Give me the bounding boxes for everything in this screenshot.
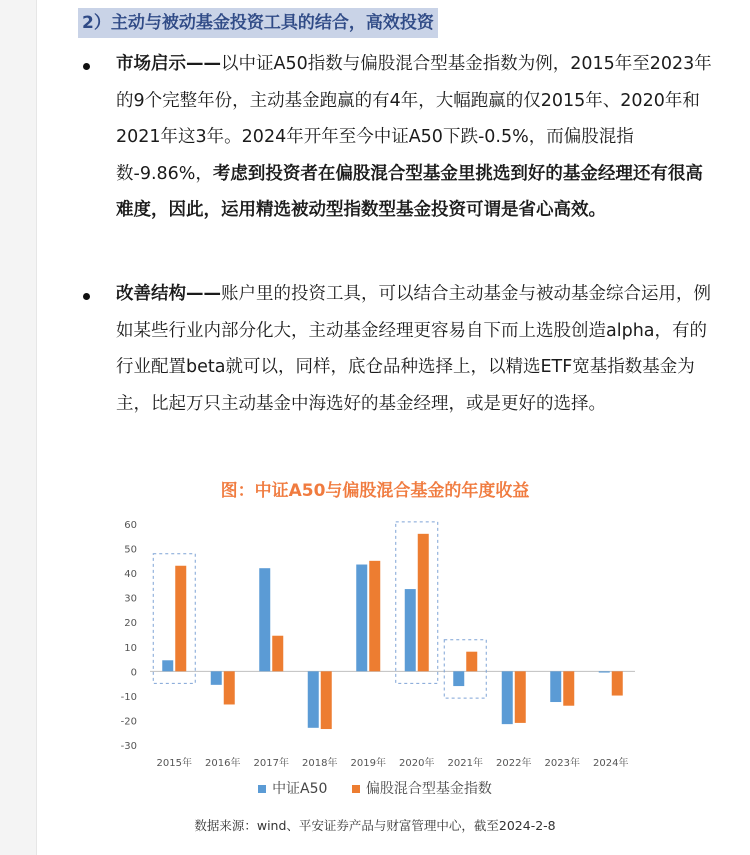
y-tick-label: -30 bbox=[120, 741, 137, 752]
x-tick-label: 2020年 bbox=[399, 758, 435, 769]
legend-swatch-fund bbox=[352, 785, 360, 793]
bar-a50 bbox=[453, 671, 464, 686]
highlight-box bbox=[396, 522, 438, 684]
bar-chart bbox=[0, 505, 750, 775]
bar-a50 bbox=[599, 671, 610, 672]
bar-a50 bbox=[550, 671, 561, 702]
x-tick-label: 2017年 bbox=[253, 758, 289, 769]
bar-a50 bbox=[211, 671, 222, 685]
bullet-bold-market: 考虑到投资者在偏股混合型基金里挑选到好的基金经理还有很高难度，因此，运用精选被动型指数型基金投资可谓是省心高效。 bbox=[116, 163, 703, 221]
bar-fund bbox=[224, 671, 235, 704]
legend-label-fund: 偏股混合型基金指数 bbox=[365, 781, 492, 797]
bar-fund bbox=[563, 671, 574, 705]
bullet-paragraph-structure bbox=[116, 276, 716, 422]
y-tick-label: -10 bbox=[120, 691, 137, 703]
y-tick-label: 0 bbox=[130, 667, 137, 679]
x-tick-label: 2022年 bbox=[496, 758, 532, 769]
bar-fund bbox=[612, 671, 623, 695]
x-tick-label: 2015年 bbox=[156, 758, 192, 769]
bar-fund bbox=[175, 566, 186, 672]
y-tick-label: 60 bbox=[124, 520, 137, 531]
bullet-title-market: 市场启示—— bbox=[116, 54, 221, 74]
y-tick-label: -20 bbox=[120, 716, 137, 728]
chart-title: 图：中证A50与偏股混合基金的年度收益 bbox=[220, 481, 530, 501]
highlight-box bbox=[153, 554, 195, 684]
bar-fund bbox=[515, 671, 526, 723]
legend-label-a50: 中证A50 bbox=[272, 781, 328, 797]
bar-a50 bbox=[502, 671, 513, 724]
x-tick-label: 2024年 bbox=[593, 758, 629, 769]
bar-fund bbox=[466, 652, 477, 672]
bar-fund bbox=[321, 671, 332, 729]
bullet-paragraph-market bbox=[116, 46, 716, 229]
bullet-dot-1 bbox=[83, 63, 90, 70]
chart-legend bbox=[0, 778, 750, 798]
highlight-box bbox=[444, 640, 486, 698]
section-heading: 2）主动与被动基金投资工具的结合，高效投资 bbox=[78, 8, 438, 38]
bar-fund bbox=[369, 561, 380, 672]
bar-a50 bbox=[405, 589, 416, 671]
bar-a50 bbox=[162, 660, 173, 671]
legend-swatch-a50 bbox=[258, 785, 266, 793]
x-tick-label: 2023年 bbox=[544, 758, 580, 769]
bullet-text-structure: 账户里的投资工具，可以结合主动基金与被动基金综合运用，例如某些行业内部分化大，主动基金经理更容易自下而上选股创造alpha，有的行业配置beta就可以，同样，底仓品种选择上，以精选ETF宽基指数基金为主，比起万只主动基金中海选好的基金经理，或是更好的选择。 bbox=[116, 284, 711, 414]
bullet-title-structure: 改善结构—— bbox=[116, 284, 221, 304]
x-tick-label: 2018年 bbox=[302, 758, 338, 769]
legend-item-a50 bbox=[258, 778, 327, 798]
bar-a50 bbox=[356, 565, 367, 672]
bullet-dot-2 bbox=[83, 293, 90, 300]
y-tick-label: 20 bbox=[124, 618, 137, 630]
y-tick-label: 30 bbox=[124, 593, 137, 605]
bar-fund bbox=[418, 534, 429, 672]
x-tick-label: 2016年 bbox=[205, 758, 241, 769]
bar-a50 bbox=[308, 671, 319, 727]
x-tick-label: 2019年 bbox=[350, 758, 386, 769]
y-tick-label: 50 bbox=[124, 544, 137, 556]
y-tick-label: 10 bbox=[124, 642, 137, 654]
x-tick-label: 2021年 bbox=[447, 758, 483, 769]
legend-item-fund bbox=[352, 778, 492, 798]
bullet-text-market: 以中证A50指数与偏股混合型基金指数为例，2015年至2023年的9个完整年份，主动基金跑赢的有4年，大幅跑赢的仅2015年、2020年和2021年这3年。2024年开年至今中证A50下跌-0.5%，而偏股混指数-9.86%， bbox=[116, 54, 712, 184]
bar-fund bbox=[272, 636, 283, 672]
y-tick-label: 40 bbox=[124, 569, 137, 581]
data-source-note: 数据来源：wind、平安证券产品与财富管理中心，截至2024-2-8 bbox=[194, 818, 556, 833]
bar-a50 bbox=[259, 568, 270, 671]
